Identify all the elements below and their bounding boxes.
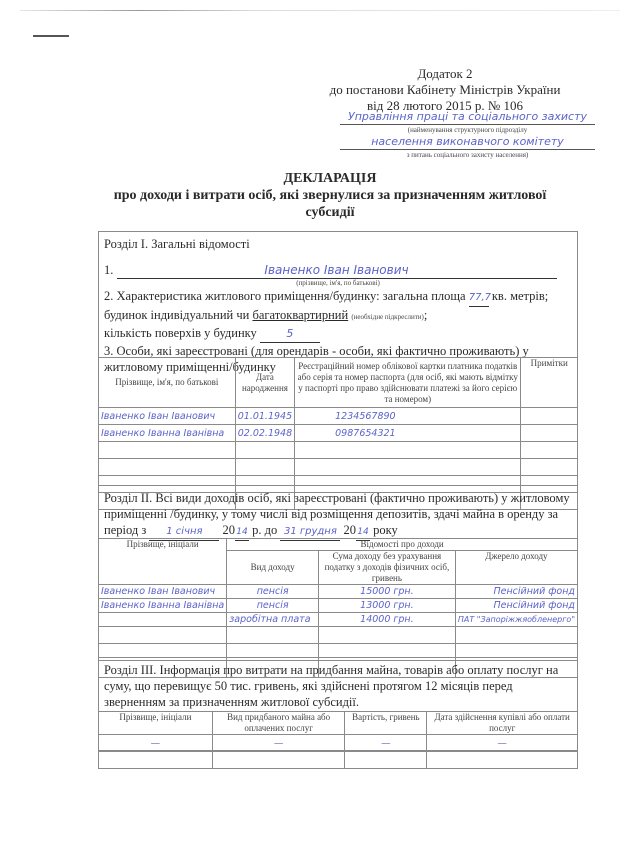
persons-table-header [99, 358, 578, 408]
area-unit: кв. метрів; [491, 289, 549, 303]
cell-purchase-date[interactable]: — [427, 735, 578, 752]
department-caption-1: (найменування структурного підрозділу [407, 126, 528, 134]
expenses-table [98, 711, 578, 769]
cell-income-amount[interactable]: 15000 грн. [319, 585, 456, 599]
section-3-heading: Розділ ІІІ. Інформація про витрати на придбання майна, товарів або оплату послуг на суму, що перевищує 50 тис. гривень, які здійснені протягом 12 місяців перед зверненням за призначенням житлової субсидії. [104, 663, 559, 709]
header-purchase-type: Вид придбаного майна або оплачених послуг [212, 712, 345, 735]
expenses-table-wrap [98, 711, 578, 769]
building-type-selected[interactable]: багатоквартирний [252, 308, 349, 322]
table-row [99, 459, 578, 476]
cell-income-source[interactable]: Пенсійний фонд [455, 585, 577, 599]
header-notes: Примітки [521, 358, 578, 408]
cell-income-source[interactable]: ПАТ "Запоріжжяобленерго" [455, 613, 577, 627]
period-from-field[interactable]: 1 січня [149, 524, 219, 541]
cell-birth-date[interactable]: 01.01.1945 [235, 408, 294, 425]
cell-income-source[interactable]: Пенсійний фонд [455, 599, 577, 613]
item-2-line-2 [99, 307, 577, 325]
header-income-type: Вид доходу [227, 551, 319, 585]
section-2-heading [99, 490, 577, 541]
cell-notes[interactable] [521, 408, 578, 425]
annex-header [320, 66, 570, 114]
table-row [99, 613, 578, 627]
building-type-note: (необхідне підкреслити) [351, 313, 424, 321]
section-3 [99, 662, 577, 710]
cell-income-amount[interactable]: 13000 грн. [319, 599, 456, 613]
persons-table-wrap [98, 357, 578, 510]
header-income-amount: Сума доходу без урахування податку з доходів фізичних осіб, гривень [319, 551, 456, 585]
table-row [99, 425, 578, 442]
cell-name[interactable] [99, 627, 227, 644]
annex-date: від 28 лютого 2015 р. № 106 [366, 98, 524, 113]
title-subtitle: про доходи і витрати осіб, які звернулися за призначенням житлової субсидії [113, 188, 547, 220]
cell-name[interactable] [99, 442, 236, 459]
table-row [99, 627, 578, 644]
header-income-info: Відомості про доходи [227, 539, 578, 551]
section-divider [99, 657, 577, 658]
cell-notes[interactable] [521, 425, 578, 442]
cell-tax-number[interactable]: 0987654321 [295, 425, 521, 442]
section-1-heading: Розділ І. Загальні відомості [104, 237, 250, 251]
cell-tax-number[interactable] [295, 459, 521, 476]
item-2-text: 2. Характеристика житлового приміщення/будинку: загальна площа [104, 289, 466, 303]
cell-income-type[interactable]: пенсія [227, 585, 319, 599]
table-row [99, 735, 578, 752]
period-from-year[interactable]: 14 [235, 524, 249, 541]
cell-name[interactable]: Іваненко Іванна Іванівна [99, 599, 227, 613]
header-income-source: Джерело доходу [455, 551, 577, 585]
cell-birth-date[interactable]: 02.02.1948 [235, 425, 294, 442]
title-main: ДЕКЛАРАЦІЯ [283, 171, 377, 186]
header-birth-date: Дата народження [235, 358, 294, 408]
cell-name[interactable]: Іваненко Іванна Іванівна [99, 425, 236, 442]
table-row [99, 585, 578, 599]
full-name-line [99, 262, 577, 279]
section-1 [99, 236, 577, 375]
header-tax-number: Реєстраційний номер облікової картки платника податків або серія та номер паспорта (для осіб, які мають відмітку у паспорті про право здійснювати платежі за його серією та номером) [295, 358, 521, 408]
department-caption-2: з питань соціального захисту населення) [406, 151, 529, 159]
expenses-table-header [99, 712, 578, 735]
cell-cost[interactable] [345, 752, 427, 769]
year-word: року [373, 523, 398, 537]
cell-purchase-type[interactable] [212, 752, 345, 769]
cell-tax-number[interactable] [295, 442, 521, 459]
cell-name[interactable] [99, 613, 227, 627]
table-row [99, 408, 578, 425]
document-title [90, 170, 570, 221]
period-to-label: р. до [252, 523, 278, 537]
declaration-form [98, 231, 578, 751]
cell-name[interactable]: — [99, 735, 213, 752]
section-2 [99, 490, 577, 541]
cell-notes[interactable] [521, 459, 578, 476]
header-cost: Вартість, гривень [345, 712, 427, 735]
cell-purchase-type[interactable]: — [212, 735, 345, 752]
scan-mark [33, 35, 69, 37]
cell-cost[interactable]: — [345, 735, 427, 752]
cell-birth-date[interactable] [235, 442, 294, 459]
item-1-number: 1. [104, 263, 114, 277]
department-block [340, 110, 595, 160]
department-handwritten-2: населення виконавчого комітету [340, 135, 595, 150]
period-to-field[interactable]: 31 грудня [280, 524, 340, 541]
cell-income-type[interactable]: пенсія [227, 599, 319, 613]
header-name: Прізвище, ініціали [99, 539, 227, 585]
cell-purchase-date[interactable] [427, 752, 578, 769]
period-to-year[interactable]: 14 [356, 524, 370, 541]
header-purchase-date: Дата здійснення купівлі або оплати послуг [427, 712, 578, 735]
full-name-caption: (прізвище, ім'я, по батькові) [296, 279, 380, 287]
cell-notes[interactable] [521, 442, 578, 459]
building-type-label: будинок індивідуальний чи [104, 308, 250, 322]
income-table-header [99, 539, 578, 551]
header-name: Прізвище, ініціали [99, 712, 213, 735]
full-name-field[interactable]: Іваненко Іван Іванович [117, 262, 557, 279]
table-row [99, 599, 578, 613]
year-prefix: 20 [343, 523, 357, 537]
cell-income-type[interactable]: заробітна плата [227, 613, 319, 627]
cell-income-type[interactable] [227, 627, 319, 644]
cell-income-source[interactable] [455, 627, 577, 644]
annex-resolution: до постанови Кабінету Міністрів України [329, 82, 561, 97]
floors-field[interactable]: 5 [260, 326, 320, 343]
year-prefix: 20 [222, 523, 236, 537]
period-label: період з [104, 523, 147, 537]
scan-edge [20, 10, 620, 11]
table-row [99, 752, 578, 769]
floors-line [99, 325, 577, 343]
cell-name[interactable]: Іваненко Іван Іванович [99, 585, 227, 599]
item-3-text: 3. Особи, які зареєстровані (для орендарів - особи, які фактично проживають) у житловому приміщенні/будинку [104, 344, 529, 374]
table-row [99, 442, 578, 459]
department-handwritten-1: Управління праці та соціального захисту [340, 110, 595, 125]
area-field[interactable]: 77,7 [469, 290, 489, 307]
cell-birth-date[interactable] [235, 459, 294, 476]
punct: ; [423, 308, 428, 322]
cell-income-amount[interactable] [319, 627, 456, 644]
section-divider [99, 485, 577, 486]
cell-name[interactable] [99, 459, 236, 476]
cell-name[interactable] [99, 752, 213, 769]
cell-tax-number[interactable]: 1234567890 [295, 408, 521, 425]
header-full-name: Прізвище, ім'я, по батькові [99, 358, 236, 408]
floors-label: кількість поверхів у будинку [104, 326, 257, 340]
item-2-line-1 [99, 288, 577, 307]
persons-table [98, 357, 578, 510]
cell-name[interactable]: Іваненко Іван Іванович [99, 408, 236, 425]
section-2-heading-text: Розділ ІІ. Всі види доходів осіб, які зареєстровані (фактично проживають) у житловому приміщенні /будинку, у тому числі від розміщення депозитів, здачі майна в оренду за [104, 491, 570, 521]
annex-number: Додаток 2 [417, 66, 473, 81]
cell-income-amount[interactable]: 14000 грн. [319, 613, 456, 627]
